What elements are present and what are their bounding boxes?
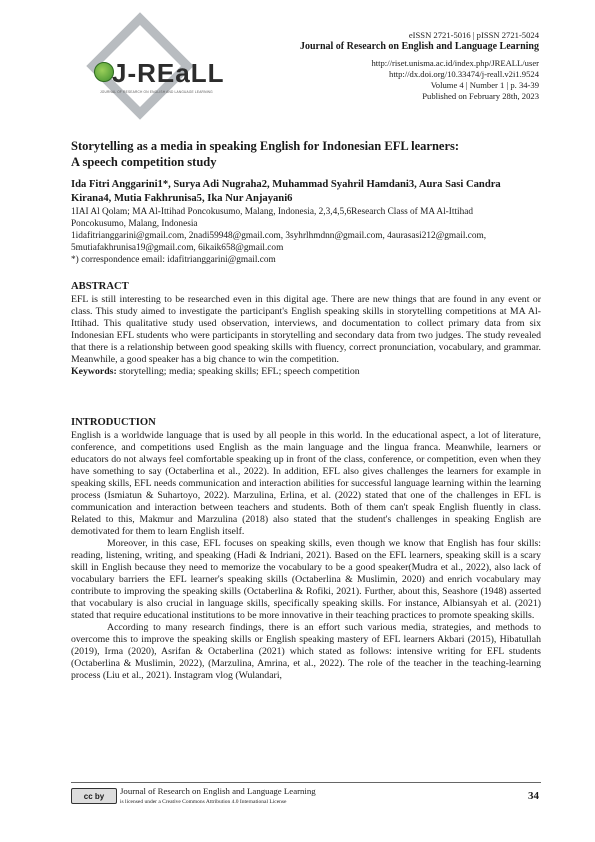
intro-paragraph-2: Moreover, in this case, EFL focuses on speaking skills, even though we know that English has four skills: reading, listening, writing, and speaking (Hadi & Indriani, 2021). Based on the EFL learners, speaking skill is a scary skill in English because they need to memorize the vocabulary to be a good speaker(Mudra et al., 2022), also lack of vocabulary barriers the EFL learner's speaking skills (Octaberlina & Muslimin, 2020) and enrich vocabulary may contribute to improving the speaking skills (Octaberlina & Rofiki, 2021). Further, about this, Seashore (1948) asserted that vocabulary is also crucial in language skills, specifically speaking skills. For instance, Albiansyah et al. (2021) stated that require educational institutions to be more innovative in their teaching practices to promote speaking skills. (71, 538, 541, 621)
journal-url[interactable]: http://riset.unisma.ac.id/index.php/JREALL/user (371, 58, 539, 68)
keywords: storytelling; media; speaking skills; EFL; speech competition (119, 366, 360, 377)
page-number: 34 (528, 790, 539, 802)
abstract-body (71, 294, 541, 378)
introduction-body (71, 430, 541, 682)
keywords-line (71, 366, 541, 378)
emails-line-2[interactable]: 5mutiafakhrunisa19@gmail.com, 6ikaik658@gmail.com (71, 243, 284, 253)
intro-paragraph-1: English is a worldwide language that is used by all people in this world. In the educational aspect, a lot of literature, conference, and competitions used English as the main language and the lingua franca. Meanwhile, learners or educators do not always feel comfortable speaking up in front of the class, conference, or competition, even when they have something to say (Octaberlina et al., 2022). In addition, EFL also gives challenges the learners for example in speaking skills, EFL needs communication and interaction abilities for successful language learning within the learning process (Ismiatun & Suhartoyo, 2022). Marzulina, Erlina, et al. (2022) stated that one of the challenges in EFL is communication and interaction between teachers and students. Both of them can't speak English fluently in class. Related to this, Makmur and Marzulina (2018) also stated that the student's challenges in speaking English are demotivated for them to learn English itself. (71, 430, 541, 537)
affiliations (71, 206, 541, 266)
authors-line-2: Kirana4, Mutia Fakhrunisa5, Ika Nur Anjayani6 (71, 193, 293, 204)
logo-subtitle: JOURNAL OF RESEARCH ON ENGLISH AND LANGUAGE LEARNING (100, 90, 213, 94)
footer-divider (71, 782, 541, 783)
journal-title: Journal of Research on English and Language Learning (299, 41, 539, 52)
abstract-heading: ABSTRACT (71, 281, 129, 292)
issn: eISSN 2721-5016 | pISSN 2721-5024 (408, 30, 539, 40)
emails-line-1[interactable]: 1idafitrianggarini@gmail.com, 2nadi59948@gmail.com, 3syhrlhmdnn@gmail.com, 4aurasasi212@gmail.com, (71, 231, 487, 241)
doi-link[interactable]: http://dx.doi.org/10.33474/j-reall.v2i1.9524 (389, 69, 539, 79)
title-line-1: Storytelling as a media in speaking English for Indonesian EFL learners: (71, 139, 460, 153)
introduction-heading: INTRODUCTION (71, 417, 156, 428)
journal-header (300, 30, 539, 102)
affiliation-line-2: Poncokusumo, Malang, Indonesia (71, 219, 198, 229)
correspondence: *) correspondence email: idafitrianggarini@gmail.com (71, 255, 276, 265)
article-title (71, 138, 541, 170)
logo-text: J-REaLL (112, 58, 225, 88)
author-list (71, 178, 541, 206)
keywords-label: Keywords: (71, 366, 117, 377)
cc-license-icon[interactable]: cc by (71, 788, 117, 804)
footer-text (120, 786, 316, 808)
abstract-text: EFL is still interesting to be researched even in this digital age. There are new things that are found in any event or class. This study aimed to investigate the participant's English speaking skills in storytelling competitions at MA Al-Ittihad. This qualitative study used observation, interviews, and documentation to collect primary data from six Indonesian EFL students who were participants in storytelling and secondary data from two judges. The study revealed that there is a relationship between good speaking skills with fluency, correct pronunciation, vocabulary, and grammar. Meanwhile, a good speaker has a big chance to win the competition. (71, 294, 541, 365)
affiliation-line-1: 1IAI Al Qolam; MA Al-Ittihad Poncokusumo, Malang, Indonesia, 2,3,4,5,6Research Class of MA Al-Ittihad (71, 207, 474, 217)
footer-journal: Journal of Research on English and Language Learning (120, 786, 316, 796)
intro-paragraph-3: According to many research findings, there is an effort such various media, strategies, and methods to overcome this to improve the speaking skills or English speaking mastery of EFL learners Akbari (2015), Hibatullah (2019), Irma (2020), Asrifan & Octaberlina (2021) which stated as follows: intensive writing for EFL students (Octaberlina & Muslimin, 2022), (Marzulina, Amrina, et al., 2022). The role of the teacher in the teaching-learning process (Liu et al., 2021). Instagram vlog (Wulandari, (71, 622, 541, 681)
publish-date: Published on February 28th, 2023 (422, 91, 539, 101)
journal-logo (90, 28, 240, 118)
title-line-2: A speech competition study (71, 155, 217, 169)
footer-license[interactable]: is licensed under a Creative Commons Attribution 4.0 International License (120, 799, 287, 805)
authors-line-1: Ida Fitri Anggarini1*, Surya Adi Nugraha2, Muhammad Syahril Hamdani3, Aura Sasi Candra (71, 179, 501, 190)
globe-icon (94, 62, 114, 82)
volume-info: Volume 4 | Number 1 | p. 34-39 (430, 80, 539, 90)
